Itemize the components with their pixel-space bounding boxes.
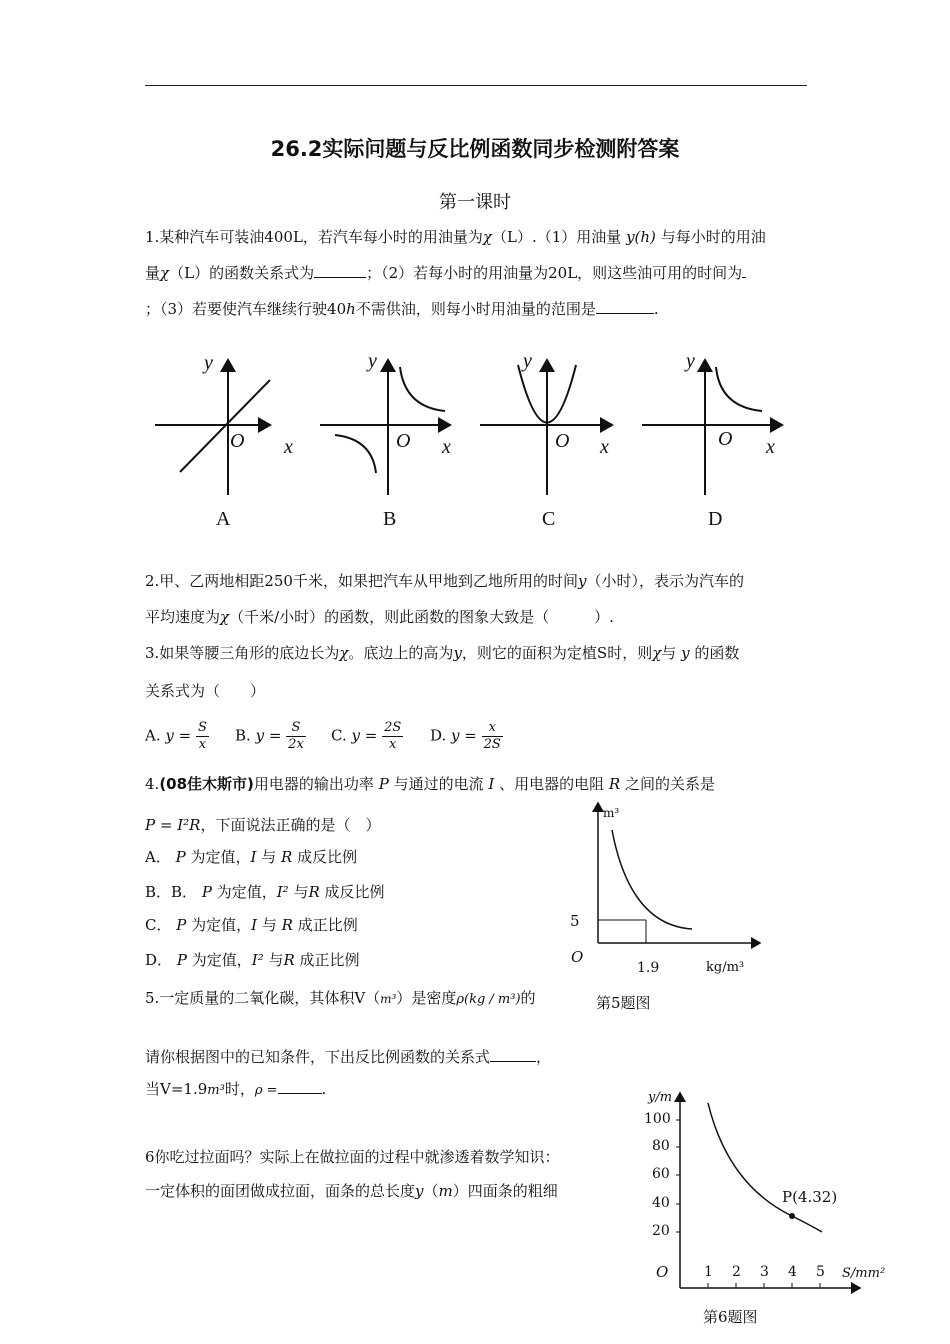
- fig6-caption: 第6题图: [703, 1308, 758, 1326]
- header-rule: [145, 85, 807, 86]
- q4-option-c[interactable]: C． P 为定值，I 与 R 成正比例: [145, 916, 358, 934]
- fig6-origin: O: [656, 1263, 669, 1281]
- q1-line3: ；（3）若要使汽车继续行驶40h不需供油，则每小时用油量的范围是 .: [145, 300, 659, 318]
- q1-line2: 量χ（L）的函数关系式为 ；（2）若每小时的用油量为20L，则这些油可用的时间为: [145, 262, 746, 283]
- fig6-y-tick-40: 40: [652, 1195, 670, 1211]
- fig5-y-label: m³: [603, 806, 620, 820]
- q2-option-graphs: [150, 345, 800, 535]
- fig5-x-tick: 1.9: [637, 960, 660, 976]
- fig5-y-tick: 5: [570, 912, 580, 930]
- fig6-y-label: y/m: [648, 1090, 673, 1105]
- answer-blank[interactable]: [278, 1093, 322, 1094]
- q2-line1: 2.甲、乙两地相距250千米，如果把汽车从甲地到乙地所用的时间y（小时），表示为汽车的: [145, 572, 744, 590]
- fig6-point-label: P(4.32): [782, 1188, 838, 1206]
- graph-c-label: C: [542, 508, 556, 530]
- q4-option-b[interactable]: B．B． P 为定值，I² 与R 成反比例: [145, 883, 385, 901]
- graph-b: [320, 360, 450, 495]
- graph-a: [155, 360, 270, 495]
- fig6-y-tick-60: 60: [652, 1166, 670, 1182]
- q3-line1: 3.如果等腰三角形的底边长为χ。底边上的高为y，则它的面积为定植S时，则χ与 y 的函数: [145, 644, 740, 662]
- graph-a-label: A: [216, 508, 231, 530]
- section-subtitle: 第一课时: [439, 192, 511, 213]
- fig6-x-tick-3: 3: [760, 1264, 769, 1280]
- answer-blank[interactable]: [596, 313, 654, 314]
- graph-b-x-label: x: [442, 436, 451, 458]
- graph-b-origin: O: [396, 430, 411, 452]
- fig6-x-tick-1: 1: [704, 1264, 713, 1280]
- q4-option-d[interactable]: D． P 为定值，I² 与R 成正比例: [145, 951, 360, 969]
- graph-a-x-label: x: [284, 436, 293, 458]
- q5-line2: 请你根据图中的已知条件，下出反比例函数的关系式 ，: [145, 1048, 552, 1066]
- q3-option-b[interactable]: B. y = $\frac{S}{2x}$: [235, 720, 304, 752]
- graph-a-origin: O: [230, 430, 245, 452]
- fig6-x-label: S/mm²: [842, 1266, 886, 1281]
- graph-c-x-label: x: [600, 436, 609, 458]
- fig6-y-tick-20: 20: [652, 1223, 670, 1239]
- graph-c-y-label: y: [523, 350, 532, 372]
- q4-option-a[interactable]: A． P 为定值，I 与 R 成反比例: [145, 848, 358, 866]
- fig6-x-tick-5: 5: [816, 1264, 825, 1280]
- q3-option-c[interactable]: C. y = $\frac{2S}{x}$: [331, 720, 402, 752]
- graph-b-label: B: [383, 508, 397, 530]
- fig6-x-tick-2: 2: [732, 1264, 741, 1280]
- page-title: 26.2实际问题与反比例函数同步检测附答案: [270, 137, 680, 161]
- fig6-y-tick-100: 100: [644, 1111, 671, 1127]
- graph-c: [480, 360, 612, 495]
- graph-d: [642, 360, 782, 495]
- q5-line1: 5.一定质量的二氧化碳，其体积V（m³）是密度ρ(kg / m³)的: [145, 989, 536, 1007]
- graph-d-y-label: y: [686, 350, 695, 372]
- q5-line3: 当V=1.9m³时，ρ = .: [145, 1080, 327, 1098]
- answer-blank[interactable]: [490, 1061, 536, 1062]
- fig5-graph: [570, 795, 770, 975]
- graph-d-label: D: [708, 508, 723, 530]
- q3-option-a[interactable]: A. y = $\frac{S}{x}$: [145, 720, 207, 752]
- fig6-x-tick-4: 4: [788, 1264, 797, 1280]
- fig5-x-label: kg/m³: [706, 960, 745, 975]
- q6-line2: 一定体积的面团做成拉面，面条的总长度y（m）四面条的粗细: [145, 1182, 558, 1200]
- graph-a-y-label: y: [204, 352, 213, 374]
- graph-c-origin: O: [555, 430, 570, 452]
- q3-line2: 关系式为（ ）: [145, 682, 266, 700]
- q2-line2: 平均速度为χ（千米/小时）的函数，则此函数的图象大致是（ ）.: [145, 608, 614, 626]
- q4-line2: P = I²R，下面说法正确的是（ ）: [145, 816, 381, 834]
- answer-blank[interactable]: [742, 277, 746, 278]
- q4-line1: 4.(08佳木斯市)用电器的输出功率 P 与通过的电流 I 、用电器的电阻 R 之间的关系是: [145, 775, 715, 793]
- fig5-caption: 第5题图: [596, 994, 651, 1012]
- answer-blank[interactable]: [314, 277, 366, 278]
- graph-d-origin: O: [718, 428, 733, 450]
- q6-line1: 6你吃过拉面吗？实际上在做拉面的过程中就渗透着数学知识：: [145, 1148, 560, 1166]
- graph-d-x-label: x: [766, 436, 775, 458]
- fig5-origin: O: [571, 948, 584, 966]
- graph-b-y-label: y: [368, 350, 377, 372]
- fig6-y-tick-80: 80: [652, 1138, 670, 1154]
- q1-line1: 1.某种汽车可装油400L，若汽车每小时的用油量为χ（L）.（1）用油量 y(h) 与每小时的用油: [145, 228, 766, 246]
- q3-option-d[interactable]: D. y = $\frac{x}{2S}$: [430, 720, 501, 752]
